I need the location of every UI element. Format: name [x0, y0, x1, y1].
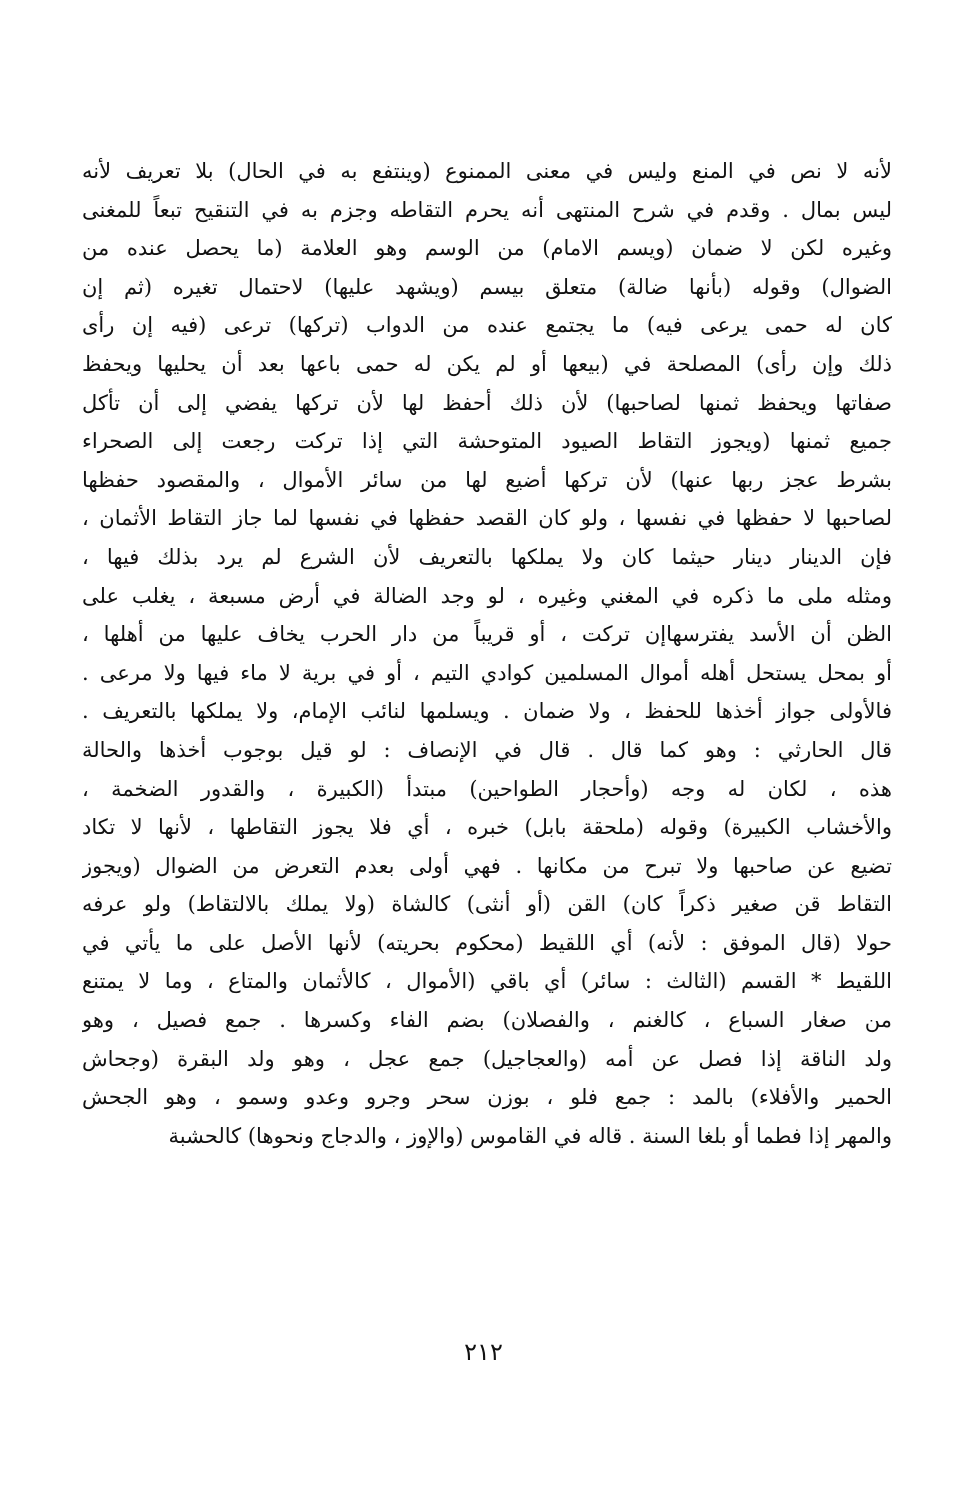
text-line: والأخشاب الكبيرة) وقوله (ملحقة بابل) خبره ، أي فلا يجوز التقاطها ، لأنها لا تكاد: [82, 815, 892, 840]
text-line: الظن أن الأسد يفترسهاإن تركت ، أو قريباً من دار الحرب يخاف عليها من أهلها ،: [82, 622, 892, 647]
text-line: كان له حمى يرعى فيه) ما يجتمع عنده من الدواب (تركها) ترعى (فيه إن رأى: [82, 313, 892, 338]
text-line: قال الحارثي : وهو كما قال . قال في الإنصاف : لو قيل بوجوب أخذها والحالة: [82, 737, 892, 762]
text-line: لأنه لا نص في المنع وليس في معنى الممنوع (وينتفع به في الحال) بلا تعريف لأنه: [82, 159, 892, 183]
page-number: ٢١٢: [464, 1338, 503, 1366]
text-line: بشرط عجز ربها عنها) لأن تركها أضيع لها من سائر الأموال ، والمقصود حفظها: [82, 467, 892, 492]
text-line: ولد الناقة إذا فصل عن أمه (والعجاجيل) جمع عجل ، وهو ولد البقرة (وجحاش: [82, 1046, 892, 1071]
text-line: من صغار السباع ، كالغنم ، والفصلان) بضم الفاء وكسرها . جمع فصيل ، وهو: [82, 1008, 892, 1033]
text-line: ذلك وإن رأى) المصلحة في (بيعها أو لم يكن له حمى باعها بعد أن يحليها ويحفظ: [82, 351, 892, 376]
text-line: تضيع عن صاحبها ولا تبرح من مكانها . فهي أولى بعدم التعرض من الضوال (ويجوز: [82, 853, 892, 878]
text-line: حولا (قال الموفق : لأنه) أي اللقيط (محكوم بحريته) لأنها الأصل على ما يأتي في: [82, 930, 892, 955]
text-line: الضوال) وقوله (بأنها ضالة) متعلق بيسم (ويشهد عليها) لاحتمال تغيره (ثم إن: [82, 274, 892, 299]
text-line: اللقيط * القسم (الثالث : سائر) أي باقي (الأموال ، كالأثمان والمتاع ، وما لا يمتنع: [82, 969, 892, 994]
text-line: جميع ثمنها (ويجوز التقاط الصيود المتوحشة التي إذا تركت رجعت إلى الصحراء: [82, 429, 892, 454]
text-line: الحمير والأفلاء) بالمد : جمع فلو ، بوزن سحر وجرو وعدو وسمو ، وهو الجحش: [82, 1085, 892, 1110]
text-line: ليس بمال . وقدم في شرح المنتهى أنه يحرم التقاطه وجزم به في التنقيح تبعاً للمغنى: [82, 197, 892, 222]
text-line: فإن الدينار دينار حيثما كان ولا يملكها بالتعريف لأن الشرع لم يرد بذلك فيها ،: [82, 544, 892, 569]
text-line: ومثله ملى ما ذكره في المغني وغيره ، لو وجد الضالة في أرض مسبعة ، يغلب على: [82, 583, 892, 608]
text-line: والمهر إذا فطما أو بلغا السنة . قاله في القاموس (والإوز ، والدجاج ونحوها) كالحشبة: [168, 1123, 892, 1148]
text-line: وغيره لكن لا ضمان (ويسم الامام) من الوسم وهو العلامة (ما يحصل عنده من: [82, 236, 892, 261]
text-line: التقاط قن صغير ذكراً كان) القن (أو أنثى) كالشاة (ولا يملك بالالتقاط) ولو عرفه: [82, 892, 892, 917]
text-line: لصاحبها لا حفظها في نفسها ، ولو كان القصد حفظها في نفسها لما جاز التقاط الأثمان ،: [82, 506, 892, 531]
text-line: صفاتها ويحفظ ثمنها لصاحبها) لأن ذلك أحفظ لها لأن تركها يفضي إلى أن تأكل: [82, 390, 892, 415]
text-line: أو بمحل يستحل أهله أموال المسلمين كوادي التيم ، أو في برية لا ماء فيها ولا مرعى .: [82, 660, 892, 685]
body-text: [82, 152, 892, 1155]
text-line: فالأولى جواز أخذها للحفظ ، ولا ضمان . ويسلمها لنائب الإمام، ولا يملكها بالتعريف .: [82, 699, 892, 724]
text-line: هذه ، لكان له وجه (وأحجار الطواحين) مبتدأ (الكبيرة ، والقدور الضخمة ،: [82, 776, 892, 801]
